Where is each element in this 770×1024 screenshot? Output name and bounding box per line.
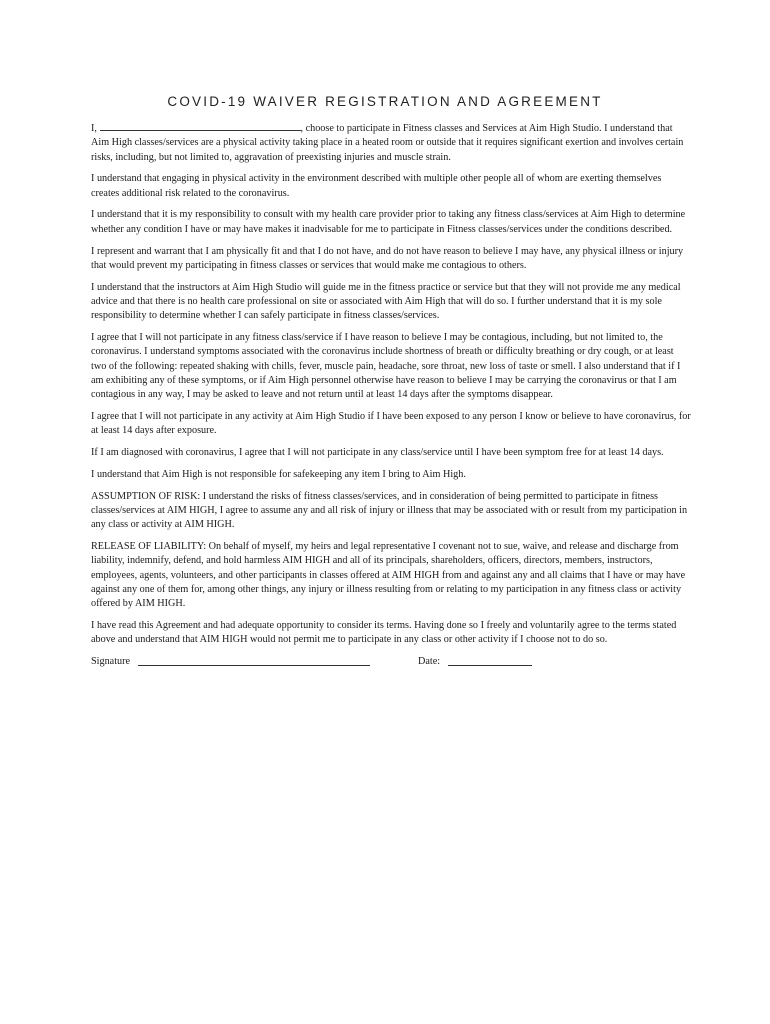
paragraph-no-medical-advice: I understand that the instructors at Aim High Studio will guide me in the fitness practice or service but that they will not provide me any medical advice and that there is no health care professional on site or associated with Aim High that will do so. I further understand that it is my sole responsibility to determine whether I can safely participate in fitness classes/services. xyxy=(91,281,681,322)
participant-name-blank[interactable] xyxy=(100,121,301,131)
signature-line[interactable] xyxy=(138,665,370,666)
intro-prefix: I, xyxy=(91,123,100,134)
paragraph-health-provider: I understand that it is my responsibility to consult with my health care provider prior to taking any fitness class/services at Aim High to determine whether any condition I have or may have makes it inadvisable for me to participate in Fitness classes/services under the conditions described. xyxy=(91,209,686,235)
signature-label: Signature xyxy=(91,656,131,668)
document-title: COVID-19 WAIVER REGISTRATION AND AGREEMENT xyxy=(167,94,603,109)
intro-text: , choose to participate in Fitness classes and Services at Aim High Studio. I understand that Aim High classes/services are a physical activity taking place in a heated room or outside that it requires significant exertion and involves certain risks, including, but not limited to, aggravation of preexisting injuries and muscle strain. xyxy=(91,123,684,163)
paragraph-agreement: I have read this Agreement and had adequate opportunity to consider its terms. Having done so I freely and voluntarily agree to the terms stated above and understand that AIM HIGH would not permit me to participate in any class or other activity if I choose not to do so. xyxy=(91,620,677,646)
intro-paragraph xyxy=(91,121,691,165)
paragraph-fitness-warranty: I represent and warrant that I am physically fit and that I do not have, and do not have reason to believe I may have, any physical illness or injury that would prevent my participating in fitness classes or services that would make me contagious to others. xyxy=(91,245,684,271)
document-body xyxy=(91,121,691,671)
date-label: Date: xyxy=(418,656,441,668)
paragraph-environment-risk: I understand that engaging in physical activity in the environment described with multiple other people all of whom are exerting themselves creates additional risk related to the coronavirus. xyxy=(91,173,662,199)
signature-row xyxy=(91,655,691,671)
paragraph-release-of-liability: RELEASE OF LIABILITY: On behalf of myself, my heirs and legal representative I covenant not to sue, waive, and release and discharge from liability, indemnify, defend, and hold harmless AIM HIGH and all of its principals, shareholders, officers, directors, members, instructors, employees, agents, volunteers, and other participants in classes offered at AIM HIGH from and against any and all claims that I have or may have against any one of them for, among other things, any injury or illness resulting from or relating to my participation in any fitness class or activity offered by AIM HIGH. xyxy=(91,541,686,610)
paragraph-assumption-of-risk: ASSUMPTION OF RISK: I understand the risks of fitness classes/services, and in consideration of being permitted to participate in fitness classes/services at AIM HIGH, I agree to assume any and all risk of injury or illness that may be associated with or result from my participation in any class or activity at AIM HIGH. xyxy=(91,490,688,531)
date-line[interactable] xyxy=(448,665,532,666)
paragraph-exposure: I agree that I will not participate in any activity at Aim High Studio if I have been exposed to any person I know or believe to have coronavirus, for at least 14 days after exposure. xyxy=(91,411,691,437)
paragraph-symptoms: I agree that I will not participate in any fitness class/service if I have reason to believe I may be contagious, including, but not limited to, the coronavirus. I understand symptoms associated with the coronavirus include shortness of breath or difficulty breathing or dry cough, or at least two of the following: repeated shaking with chills, fever, muscle pain, headache, sore throat, new loss of taste or smell. I also understand that if I am exhibiting any of these symptoms, or if Aim High personnel otherwise have reason to believe I may be carrying the coronavirus or that I am contagious in any way, I may be asked to leave and not return until at least 14 days after the symptoms disappear. xyxy=(91,332,681,401)
paragraph-diagnosis: If I am diagnosed with coronavirus, I agree that I will not participate in any class/service until I have been symptom free for at least 14 days. xyxy=(91,447,664,459)
paragraph-safekeeping: I understand that Aim High is not responsible for safekeeping any item I bring to Aim High. xyxy=(91,468,466,480)
